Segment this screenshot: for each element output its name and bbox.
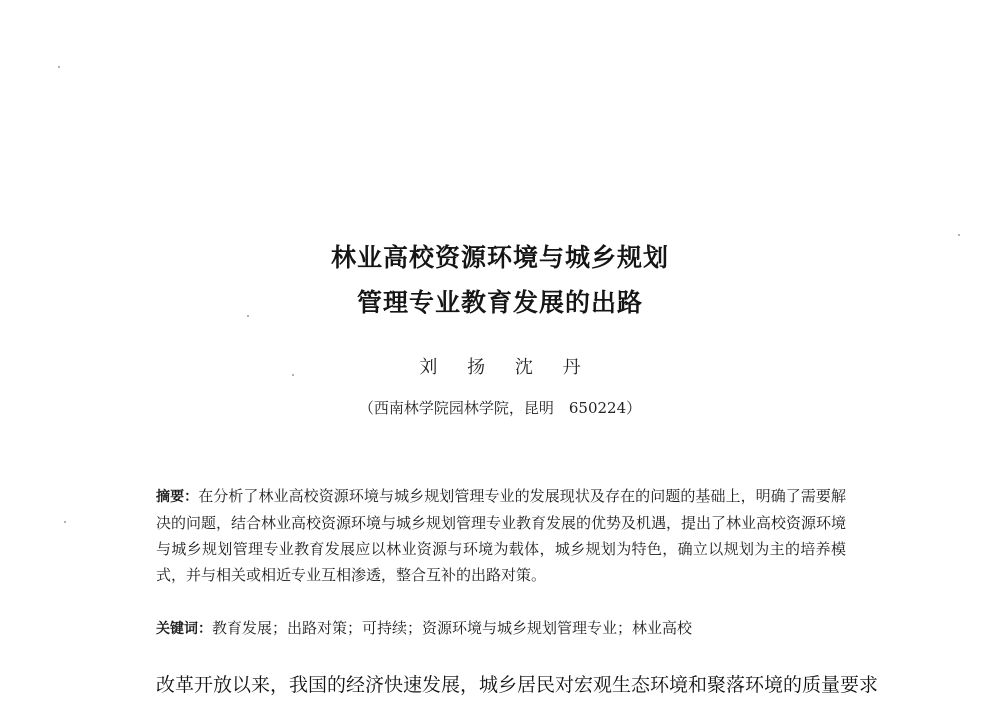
abstract-text: 在分析了林业高校资源环境与城乡规划管理专业的发展现状及存在的问题的基础上，明确了需要解决的问题，结合林业高校资源环境与城乡规划管理专业教育发展的优势及机遇，提出了林业高校资源环境与城乡规划管理专业教育发展应以林业资源与环境为载体，城乡规划为特色，确立以规划为主的培养模式，并与相关或相近专业互相渗透，整合互补的出路对策。 <box>156 487 847 584</box>
author-affiliation: （西南林学院园林学院，昆明 650224） <box>358 399 642 417</box>
body-paragraph-first-line: 改革开放以来，我国的经济快速发展，城乡居民对宏观生态环境和聚落环境的质量要求 <box>156 674 879 696</box>
keywords-text: 教育发展；出路对策；可持续；资源环境与城乡规划管理专业；林业高校 <box>212 619 693 637</box>
author-name-char: 扬 <box>467 357 486 378</box>
scan-speck <box>247 315 249 317</box>
abstract-block <box>156 483 846 588</box>
author-name-char: 刘 <box>419 357 438 378</box>
abstract-label: 摘要： <box>156 489 199 505</box>
scan-speck <box>64 521 66 523</box>
author-name-char: 沈 <box>514 357 533 378</box>
paper-title-line-2: 管理专业教育发展的出路 <box>356 288 643 317</box>
scan-speck <box>292 374 294 376</box>
keywords-block <box>156 615 856 642</box>
keywords-label: 关键词： <box>156 621 212 637</box>
scan-speck <box>58 66 60 68</box>
author-list <box>0 353 1000 379</box>
paper-title-line-1: 林业高校资源环境与城乡规划 <box>330 243 669 272</box>
author-name-char: 丹 <box>562 357 581 378</box>
scan-speck <box>958 234 960 236</box>
